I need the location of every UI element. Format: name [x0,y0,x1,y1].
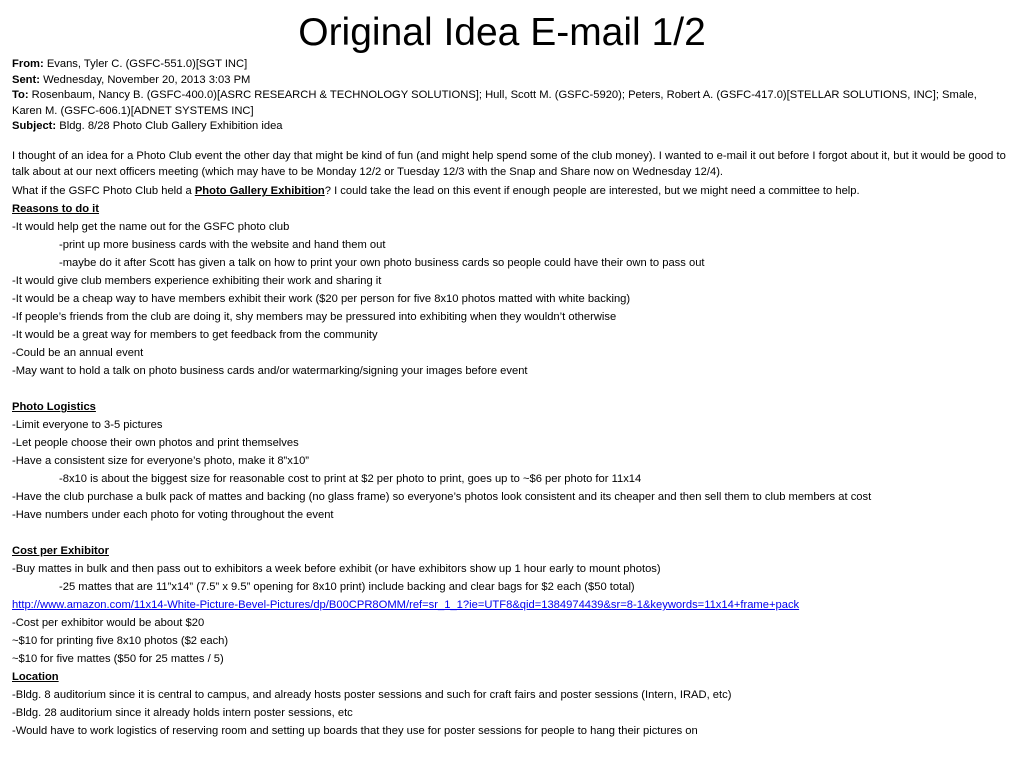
reason-item: -It would be a great way for members to get feedback from the community [12,329,378,342]
slide-title: Original Idea E-mail 1/2 [298,11,706,54]
reason-item: -May want to hold a talk on photo business cards and/or watermarking/signing your images before event [12,365,528,378]
cost-item: -Cost per exhibitor would be about $20 [12,617,205,630]
to-value: Rosenbaum, Nancy B. (GSFC-400.0)[ASRC RESEARCH & TECHNOLOGY SOLUTIONS]; Hull, Scott M. (GSFC-5920); Peters, Robert A. (GSFC-417.0)[STELLAR SOLUTIONS, INC]; Smale, Karen M. (GSFC-606.1)[ADNET SYSTEMS INC] [12,89,977,117]
email-to-row [12,88,1008,119]
to-label: To: [12,89,29,102]
photo-logistics-heading: Photo Logistics [12,401,96,414]
reason-item: -It would help get the name out for the GSFC photo club [12,221,290,234]
intro-paragraph: I thought of an idea for a Photo Club event the other day that might be kind of fun (and might help spend some of the club money). I wanted to e-mail it out before I forgot about it, but it would be good to talk about at our next officers meeting (which may have to be Monday 12/2 or Tuesday 12/3 with the Snap and Share now on Wednesday 12/4). [12,149,1006,178]
email-sent-row [12,73,1008,89]
sent-label: Sent: [12,73,40,86]
from-label: From: [12,58,44,70]
subject-label: Subject: [12,120,57,133]
whatif-paragraph [12,182,1008,200]
subject-value: Bldg. 8/28 Photo Club Gallery Exhibition idea [59,120,283,133]
amazon-mattes-link[interactable]: http://www.amazon.com/11x14-White-Picture-Bevel-Pictures/dp/B00CPR8OMM/ref=sr_1_1?ie=UTF8&qid=1384974439&sr=8-1&keywords=11x14+frame+pack [12,599,800,612]
whatif-text-pre: What if the GSFC Photo Club held a [12,185,195,198]
cost-subitem: -25 mattes that are 11”x14” (7.5” x 9.5” opening for 8x10 print) include backing and clear bags for $2 each ($50 total) [59,581,635,594]
logistics-item: -Have a consistent size for everyone’s photo, make it 8”x10” [12,455,310,468]
whatif-text-post: ? I could take the lead on this event if enough people are interested, but we might need a committee to help. [324,185,860,198]
reasons-heading: Reasons to do it [12,203,100,216]
from-value: Evans, Tyler C. (GSFC-551.0)[SGT INC] [46,58,248,70]
logistics-subitem: -8x10 is about the biggest size for reasonable cost to print at $2 per photo to print, goes up to ~$6 per photo for 11x14 [59,473,642,486]
email-from-row [12,57,1008,73]
cost-per-exhibitor-heading: Cost per Exhibitor [12,545,109,558]
cost-item: ~$10 for printing five 8x10 photos ($2 each) [12,635,229,648]
logistics-item: -Limit everyone to 3-5 pictures [12,419,163,432]
reason-item: -Could be an annual event [12,347,144,360]
cost-item: -Buy mattes in bulk and then pass out to exhibitors a week before exhibit (or have exhibitors show up 1 hour early to mount photos) [12,563,661,576]
logistics-item: -Let people choose their own photos and print themselves [12,437,299,450]
cost-item: ~$10 for five mattes ($50 for 25 mattes / 5) [12,653,224,666]
logistics-item: -Have the club purchase a bulk pack of mattes and backing (no glass frame) so everyone’s photos look consistent and its cheaper and then sell them to club members at cost [12,491,872,504]
location-item: -Bldg. 28 auditorium since it already holds intern poster sessions, etc [12,707,353,720]
photo-gallery-exhibition-emphasis: Photo Gallery Exhibition [194,185,325,198]
reason-item: -It would be a cheap way to have members exhibit their work ($20 per person for five 8x10 photos matted with white backing) [12,293,631,306]
reason-item: -If people’s friends from the club are doing it, shy members may be pressured into exhibiting when they wouldn’t otherwise [12,311,617,324]
location-item: -Would have to work logistics of reserving room and setting up boards that they use for poster sessions for people to hang their pictures on [12,725,698,738]
reason-item: -It would give club members experience exhibiting their work and sharing it [12,275,382,288]
reason-subitem: -print up more business cards with the website and hand them out [59,239,386,252]
email-content [12,57,1008,740]
email-subject-row [12,119,1008,135]
location-item: -Bldg. 8 auditorium since it is central to campus, and already hosts poster sessions and such for craft fairs and poster sessions (Intern, IRAD, etc) [12,689,732,702]
location-heading: Location [12,671,59,684]
reason-subitem: -maybe do it after Scott has given a talk on how to print your own photo business cards so people could have their own to pass out [59,257,705,270]
sent-value: Wednesday, November 20, 2013 3:03 PM [43,73,251,86]
logistics-item: -Have numbers under each photo for voting throughout the event [12,509,334,522]
